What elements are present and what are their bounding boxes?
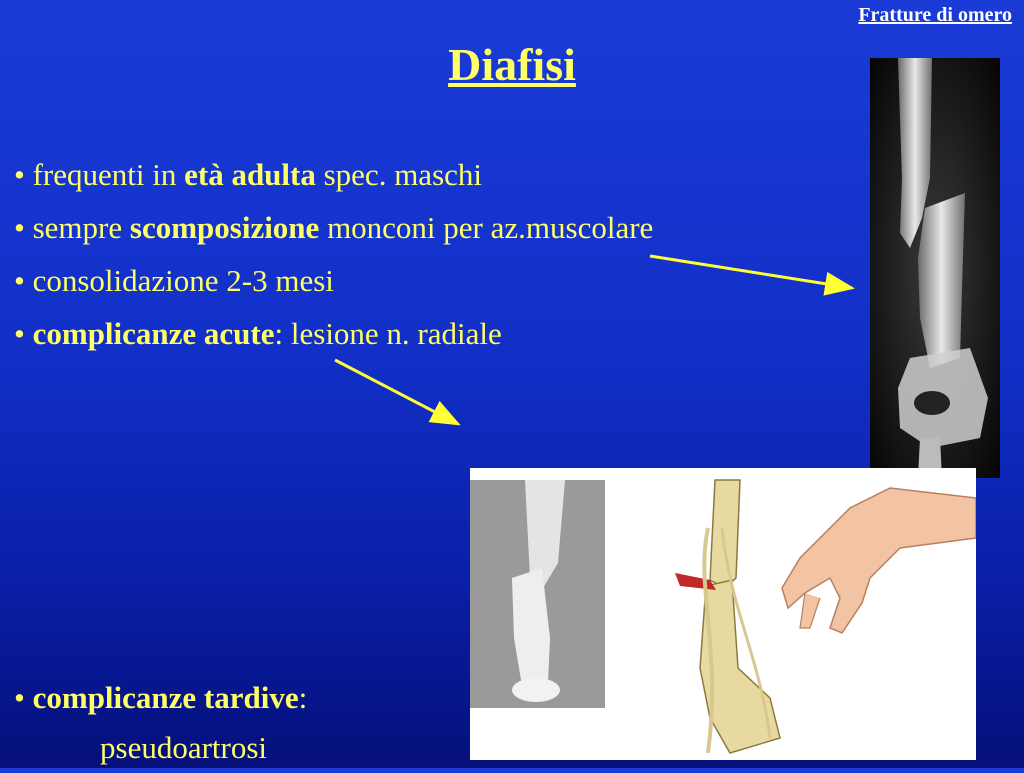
slide-title: Diafisi xyxy=(448,39,576,90)
header-tag: Fratture di omero xyxy=(858,4,1012,26)
late-complications-heading xyxy=(14,673,307,723)
bullet-text: • sempre xyxy=(14,210,130,245)
bullet-bold-text: età adulta xyxy=(184,157,316,192)
bullet-text: spec. maschi xyxy=(315,157,482,192)
arrow-to-xray xyxy=(650,256,852,288)
bullet-item-4 xyxy=(14,307,653,360)
bullet-text: monconi per az.muscolare xyxy=(319,210,654,245)
radial-nerve-illustration xyxy=(470,468,976,760)
bullet-list xyxy=(14,148,653,360)
bullet-text: • consolidazione 2-3 mesi xyxy=(14,263,334,298)
bullet-bold-text: scomposizione xyxy=(129,210,320,245)
bullet-item-1 xyxy=(14,148,653,201)
bullet-text: • xyxy=(14,316,33,351)
bullet-text: • frequenti in xyxy=(14,157,185,192)
bullet-item-2 xyxy=(14,201,653,254)
bullet-text: : lesione n. radiale xyxy=(274,316,502,351)
xray-image xyxy=(870,58,1000,478)
bullet-bold-text: complicanze acute xyxy=(32,316,275,351)
arrow-to-illustration xyxy=(335,360,458,424)
late-complications-detail: pseudoartrosi xyxy=(100,730,268,765)
bullet-bold-text: complicanze tardive xyxy=(32,680,299,715)
bullet-text: : xyxy=(298,680,308,715)
bullet-text: • xyxy=(14,680,33,715)
late-complications xyxy=(14,673,307,773)
bullet-item-3 xyxy=(14,254,653,307)
